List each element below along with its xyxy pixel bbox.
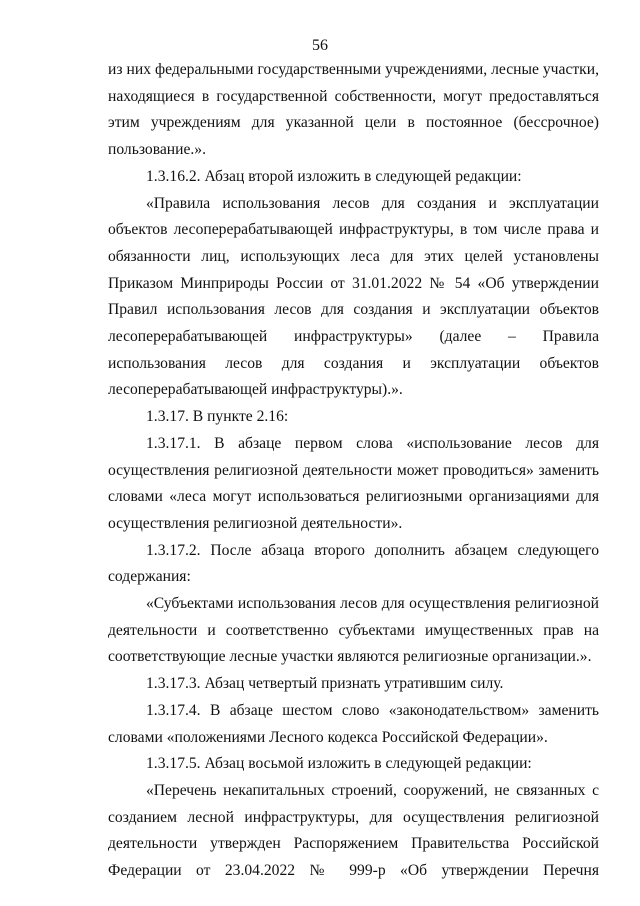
document-body bbox=[108, 57, 599, 885]
paragraph-1-3-16-2: 1.3.16.2. Абзац второй изложить в следующей редакции: bbox=[146, 167, 522, 185]
paragraph-1-3-17: 1.3.17. В пункте 2.16: bbox=[146, 408, 289, 426]
paragraph-1-3-17-5: 1.3.17.5. Абзац восьмой изложить в следующей редакции: bbox=[146, 755, 532, 773]
paragraph-1-3-17-2: 1.3.17.2. После абзаца второго дополнить абзацем следующего содержания: bbox=[108, 541, 599, 586]
paragraph-continuation: из них федеральными государственными учреждениями, лесные участки, находящиеся в государственной собственности, могут предоставляться этим учреждениям для указанной цели в постоянное (бессрочное) пользование.». bbox=[108, 61, 599, 159]
paragraph-1-3-17-3: 1.3.17.3. Абзац четвертый признать утратившим силу. bbox=[146, 675, 504, 693]
paragraph-quote-rules: «Правила использования лесов для создания и эксплуатации объектов лесоперерабатывающей инфраструктуры, в том числе права и обязанности лиц, использующих леса для этих целей установлены Приказом Минприроды России от 31.01.2022 № 54 «Об утверждении Правил использования лесов для создания и эксплуатации объектов лесоперерабатывающей инфраструктуры» (далее – Правила использования лесов для создания и эксплуатации объектов лесоперерабатывающей инфраструктуры).». bbox=[108, 194, 599, 399]
paragraph-1-3-17-4: 1.3.17.4. В абзаце шестом слово «законодательством» заменить словами «положениями Лесного кодекса Российской Федерации». bbox=[108, 701, 599, 746]
paragraph-quote-list: «Перечень некапитальных строений, сооружений, не связанных с созданием лесной инфраструктуры, для осуществления религиозной деятельности утвержден Распоряжением Правительства Российской Федерации от 23.04.2022 № 999-р «Об утверждении Перечня bbox=[108, 781, 599, 880]
paragraph-1-3-17-1: 1.3.17.1. В абзаце первом слова «использование лесов для осуществления религиозной деятельности может проводиться» заменить словами «леса могут использоваться религиозными организациями для осуществления религиозной деятельности». bbox=[108, 434, 599, 532]
page-number: 56 bbox=[312, 37, 328, 54]
paragraph-quote-subjects: «Субъектами использования лесов для осуществления религиозной деятельности и соответственно субъектами имущественных прав на соответствующие лесные участки являются религиозные организации.». bbox=[108, 595, 599, 666]
